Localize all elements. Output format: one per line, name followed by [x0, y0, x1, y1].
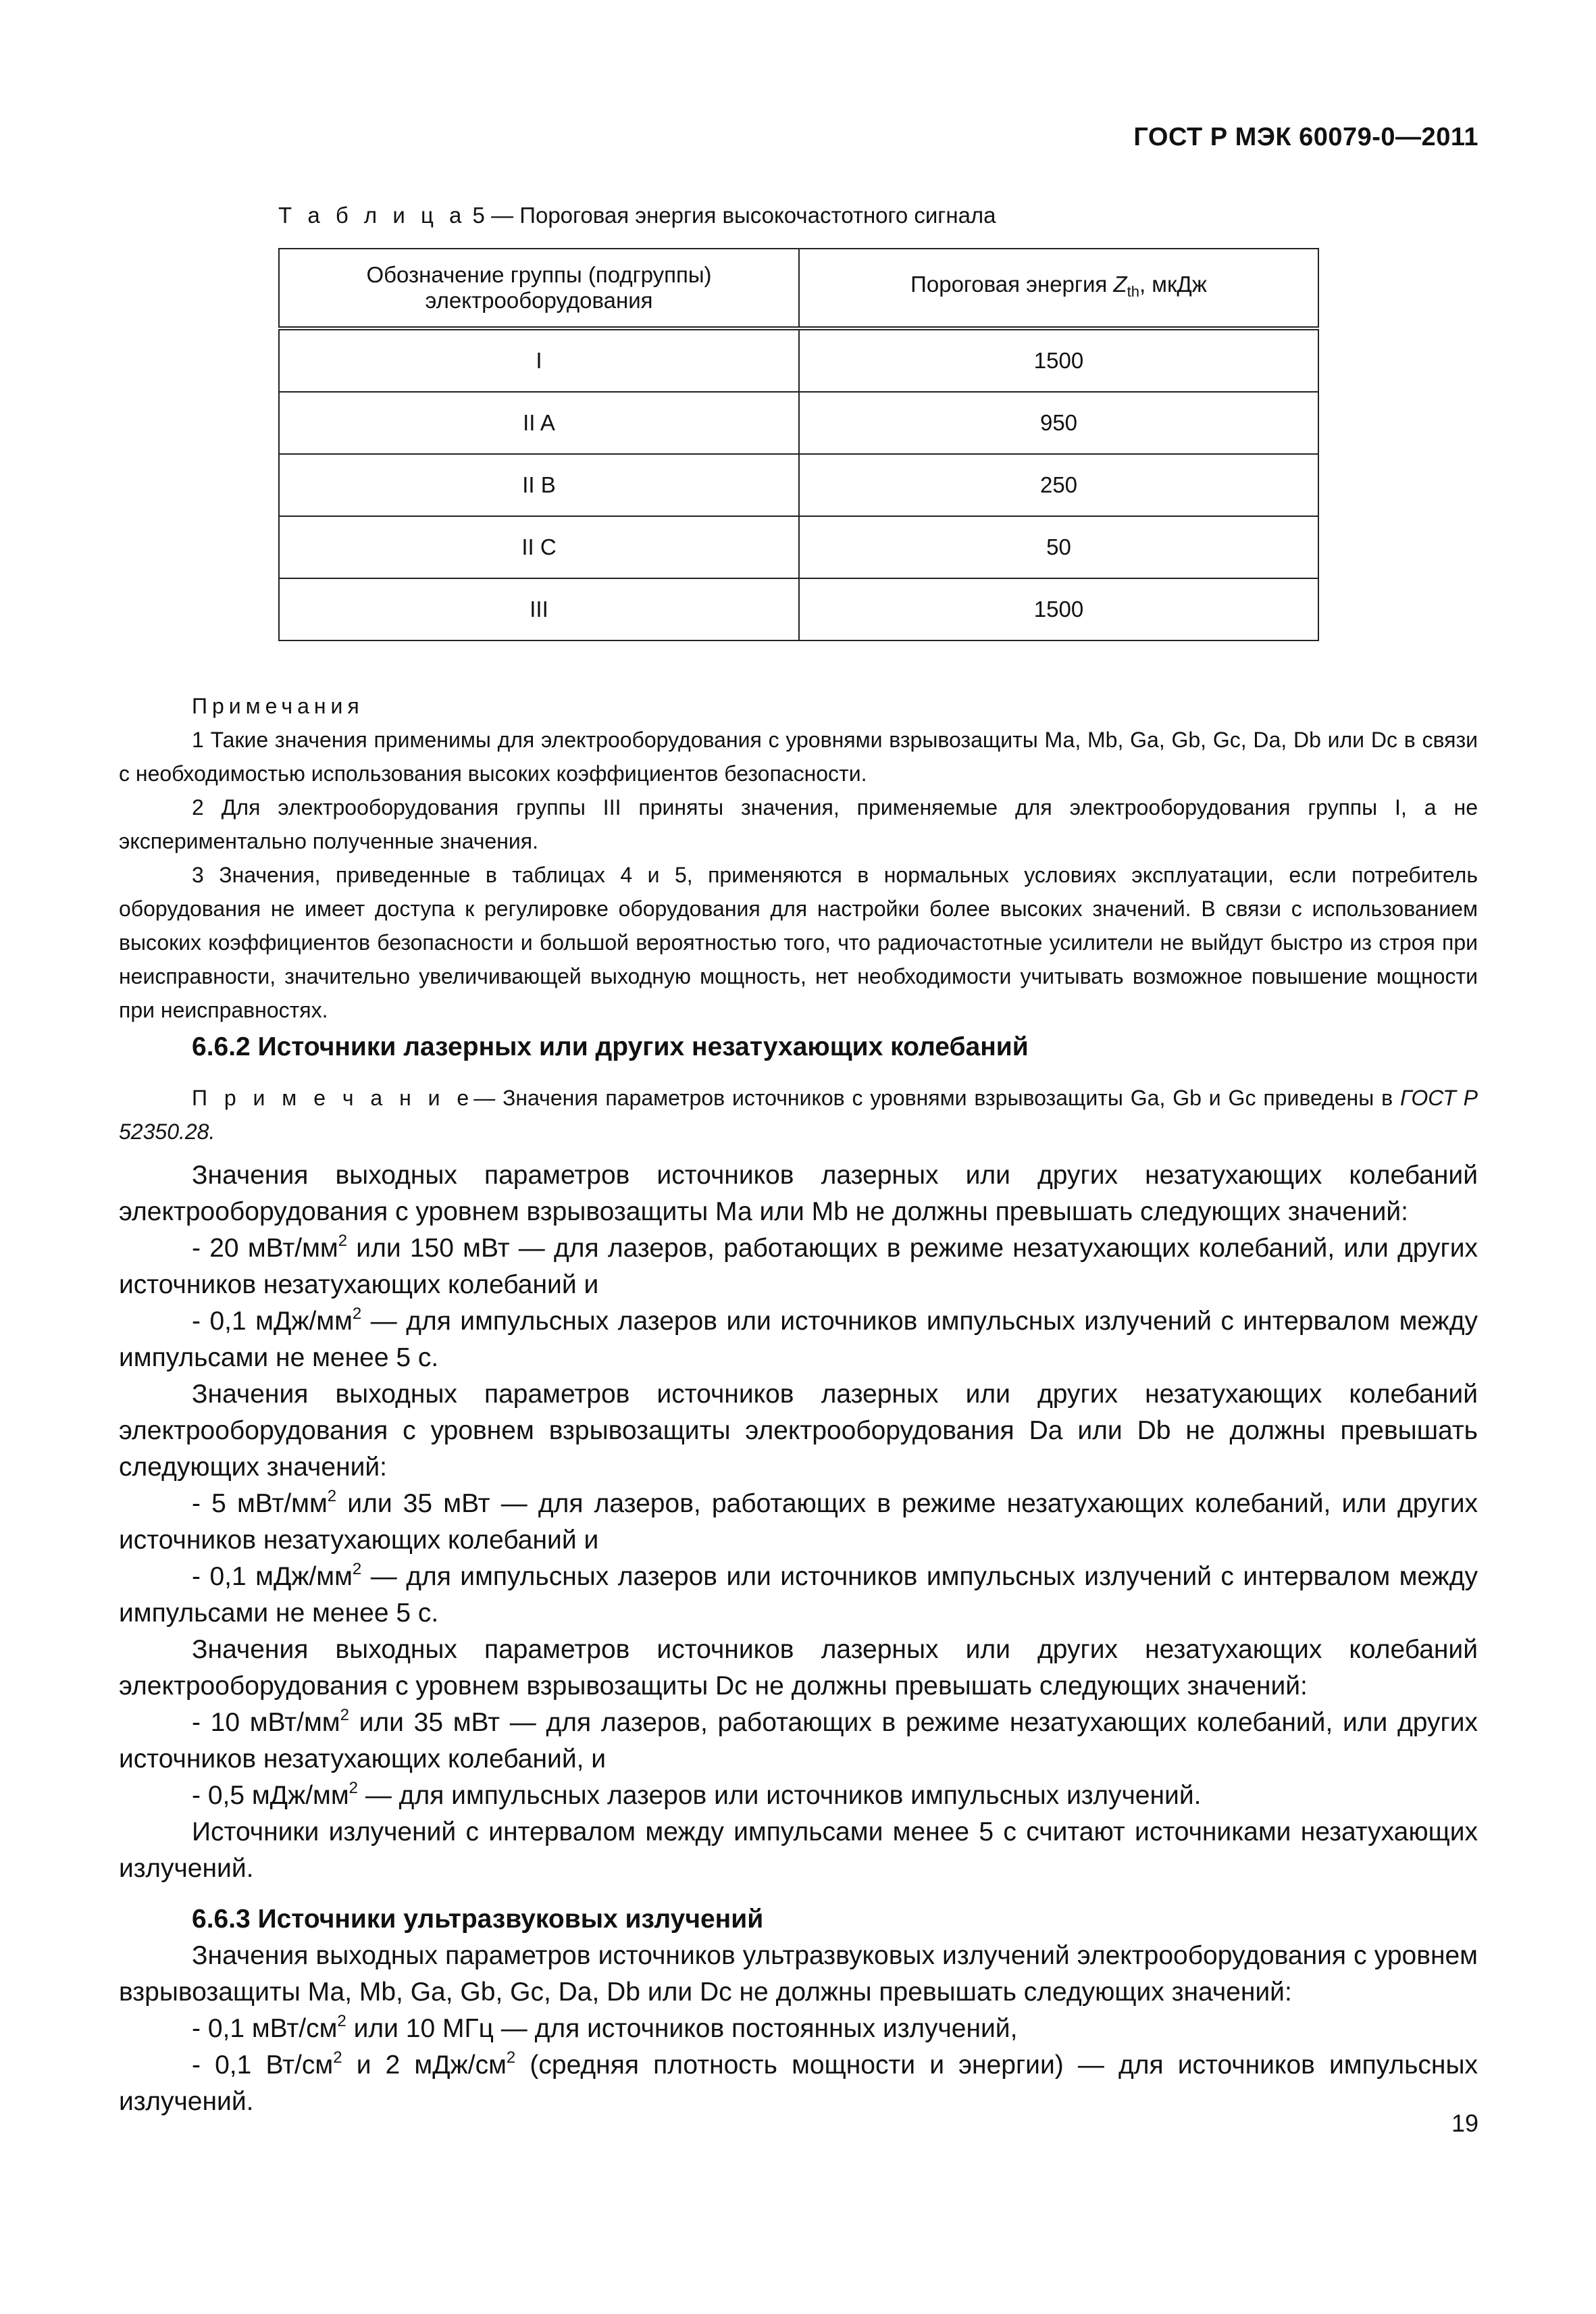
table-row	[279, 578, 1318, 640]
section-note	[119, 1081, 1478, 1149]
note-item: 2 Для электрооборудования группы III приняты значения, применяемые для электрооборудования группы I, а не экспериментально полученные значения.	[119, 795, 1478, 853]
paragraph: - 0,1 мДж/$мм^2$ — для импульсных лазеров или источников импульсных излучений с интервалом между импульсами не менее 5 с.	[119, 1560, 1478, 1628]
paragraph: - 0,5 мДж/$мм^2$ — для импульсных лазеров или источников импульсных излучений.	[192, 1779, 1202, 1810]
paragraph: Значения выходных параметров источников лазерных или других незатухающих колебаний электрооборудования с уровнем взрывозащиты Dc не должны превышать следующих значений:	[119, 1635, 1478, 1701]
standard-reference: ГОСТ Р 52350.28.	[119, 1086, 1478, 1144]
section-note-text: П р и м е ч а н и е— Значения параметров источников с уровнями взрывозащиты Ga, Gb и Gc приведены в ГОСТ Р 52350.28.	[119, 1086, 1478, 1144]
document-header: ГОСТ Р МЭК 60079-0—2011	[1133, 123, 1478, 151]
table-caption-text: — Пороговая энергия высокочастотного сигнала	[491, 203, 996, 228]
section-body-6-6-3	[119, 1901, 1478, 2120]
table-row	[279, 516, 1318, 578]
page-number: 19	[1451, 2109, 1478, 2137]
threshold-energy-table	[278, 248, 1319, 641]
section-heading-6-6-3: 6.6.3 Источники ультразвуковых излучений	[192, 1905, 764, 1934]
paragraph: Источники излучений с интервалом между импульсами менее 5 с считают источниками незатухающих излучений.	[119, 1817, 1478, 1883]
note-item: 1 Такие значения применимы для электрооборудования с уровнями взрывозащиты Ма, Mb, Ga, Gb, Gc, Da, Db или Dc в связи с необходимостью использования высоких коэффициентов безопасности.	[119, 728, 1478, 786]
table-caption	[278, 203, 996, 228]
paragraph: - 0,1 $Вт/см^2$ и 2 мДж/$см^2$ (средняя плотность мощности и энергии) — для источников импульсных излучений.	[119, 2048, 1478, 2116]
section-body-6-6-2	[119, 1157, 1478, 1887]
energy-cell: 50	[799, 516, 1318, 578]
table-row	[279, 328, 1318, 392]
table-caption-label: Т а б л и ц а	[278, 203, 467, 228]
paragraph: - 5 мВт/$мм^2$ или 35 мВт — для лазеров, работающих в режиме незатухающих колебаний, или других источников незатухающих колебаний и	[119, 1487, 1478, 1555]
paragraph: Значения выходных параметров источников ультразвуковых излучений электрооборудования с уровнем взрывозащиты Ма, Mb, Ga, Gb, Gc, Da, Db или Dc не должны превышать следующих значений:	[119, 1941, 1478, 2007]
table-caption-number: 5	[472, 203, 485, 228]
table-header-row	[279, 249, 1318, 328]
paragraph: Значения выходных параметров источников лазерных или других незатухающих колебаний электрооборудования с уровнем взрывозащиты электрооборудования Da или Db не должны превышать следующих значений:	[119, 1380, 1478, 1482]
table-row	[279, 454, 1318, 516]
paragraph: - 10 мВт/$мм^2$ или 35 мВт — для лазеров, работающих в режиме незатухающих колебаний, или других источников незатухающих колебаний, и	[119, 1706, 1478, 1774]
group-cell: II B	[279, 454, 799, 516]
group-cell: III	[279, 578, 799, 640]
group-column-header: Обозначение группы (подгруппы) электрооборудования	[279, 249, 799, 328]
note-item: 3 Значения, приведенные в таблицах 4 и 5, применяются в нормальных условиях эксплуатации, если потребитель оборудования не имеет доступа к регулировке оборудования для настройки более высоких значений. В связи с использованием высоких коэффициентов безопасности и большой вероятностью того, что радиочастотные усилители не выйдут быстро из строя при неисправности, значительно увеличивающей выходную мощность, нет необходимости учитывать возможное повышение мощности при неисправностях.	[119, 863, 1478, 1022]
table-notes	[119, 689, 1478, 1027]
energy-cell: 950	[799, 392, 1318, 454]
notes-title: Примечания	[192, 694, 364, 718]
energy-column-header: Пороговая энергия $Z_{th}$, мкДж	[799, 249, 1318, 328]
paragraph: - 0,1 мДж/$мм^2$ — для импульсных лазеров или источников импульсных излучений с интервалом между импульсами не менее 5 с.	[119, 1305, 1478, 1372]
group-cell: II A	[279, 392, 799, 454]
paragraph: - 20 мВт/$мм^2$ или 150 мВт — для лазеров, работающих в режиме незатухающих колебаний, или других источников незатухающих колебаний и	[119, 1232, 1478, 1299]
group-cell: I	[279, 328, 799, 392]
energy-cell: 250	[799, 454, 1318, 516]
energy-cell: 1500	[799, 578, 1318, 640]
group-cell: II C	[279, 516, 799, 578]
paragraph: Значения выходных параметров источников лазерных или других незатухающих колебаний электрооборудования с уровнем взрывозащиты Ма или Mb не должны превышать следующих значений:	[119, 1161, 1478, 1226]
paragraph: - 0,1 мВт/$см^2$ или 10 МГц — для источников постоянных излучений,	[192, 2012, 1018, 2043]
section-heading-6-6-2: 6.6.2 Источники лазерных или других незатухающих колебаний	[192, 1032, 1029, 1061]
table-row	[279, 392, 1318, 454]
energy-cell: 1500	[799, 328, 1318, 392]
